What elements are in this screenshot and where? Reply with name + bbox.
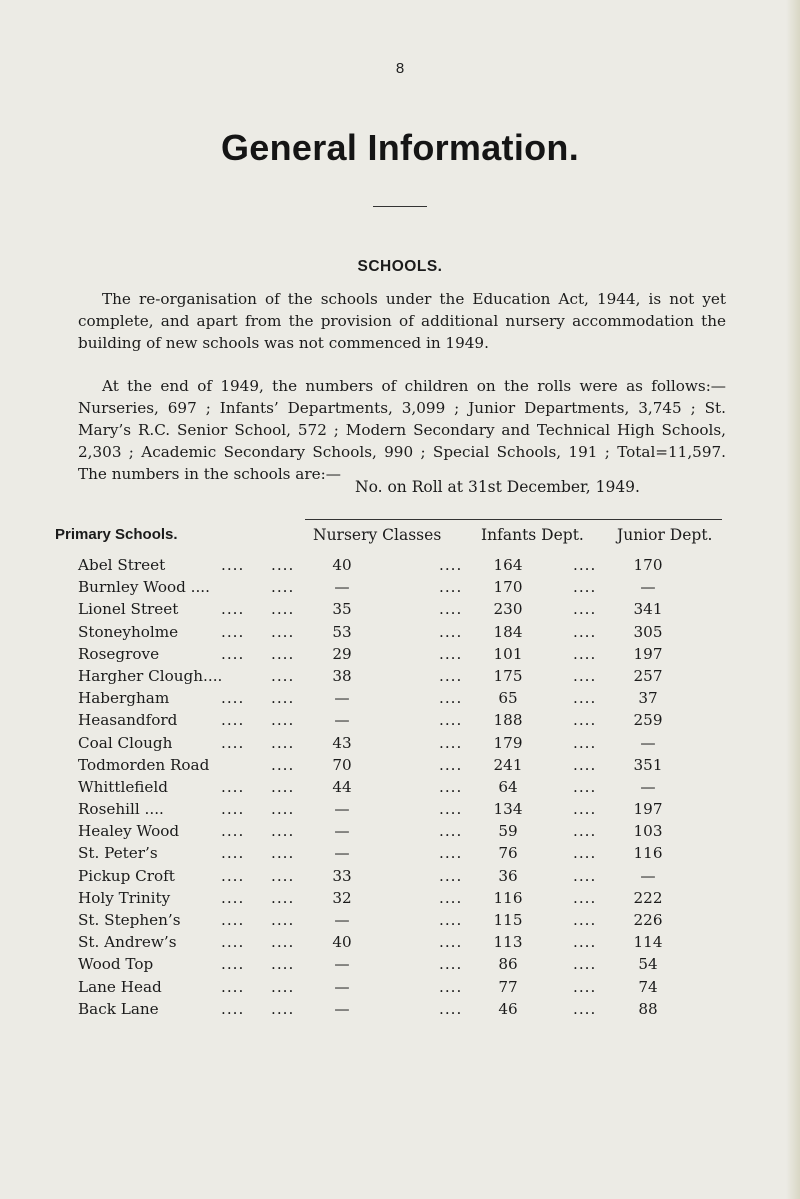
leader-dots: .... [221,711,245,730]
leader-dots: .... [271,755,295,774]
nursery-value: 35 [332,600,352,619]
nursery-value: — [334,911,350,929]
leader-dots: .... [271,600,295,619]
leader-dots: .... [573,644,597,663]
leader-dots: .... [221,844,245,863]
table-row [0,623,800,645]
leader-dots: .... [573,822,597,841]
leader-dots: .... [439,689,463,708]
school-name: Lionel Street [78,600,179,619]
nursery-value: 40 [332,556,352,574]
junior-value: — [640,578,656,597]
school-name: Rosegrove [78,644,160,663]
leader-dots: .... [271,622,295,641]
infants-value: 134 [493,800,523,819]
table-row [0,978,800,1000]
leader-dots: .... [271,689,295,708]
junior-value: — [640,866,656,885]
leader-dots: .... [271,578,295,597]
leader-dots: .... [221,600,245,619]
school-name: St. Andrew’s [78,933,177,952]
leader-dots: .... [439,999,463,1018]
leader-dots: .... [271,866,295,885]
leader-dots: .... [221,977,245,996]
school-name: Todmorden Road [78,755,210,774]
nursery-value: 32 [332,888,352,907]
leader-dots: .... [573,933,597,952]
leader-dots: .... [271,977,295,996]
junior-value: 257 [633,666,663,685]
leader-dots: .... [439,933,463,952]
leader-dots: .... [221,999,245,1018]
leader-dots: .... [439,578,463,597]
leader-dots: .... [573,755,597,774]
table-row [0,689,800,711]
leader-dots: .... [439,888,463,907]
table-row [0,867,800,889]
leader-dots: .... [439,800,463,819]
leader-dots: .... [271,777,295,796]
junior-value: 37 [638,689,658,708]
junior-value: — [640,733,656,752]
table-row [0,756,800,778]
nursery-value: 53 [332,622,352,641]
header-infants-dept: Infants Dept. [481,526,584,544]
leader-dots: .... [573,600,597,619]
leader-dots: .... [439,556,463,574]
junior-value: 341 [633,600,663,619]
leader-dots: .... [439,733,463,752]
school-name: Healey Wood [78,822,180,841]
nursery-value: 44 [332,777,352,796]
leader-dots: .... [271,911,295,929]
table-row [0,933,800,955]
table-row [0,800,800,822]
nursery-value: — [334,844,350,863]
nursery-value: 33 [332,866,352,885]
table-row [0,822,800,844]
school-name: Holy Trinity [78,888,171,907]
rolls-paragraph: At the end of 1949, the numbers of children on the rolls were as follows:— Nurseries, 697 ; Infants’ Departments, 3,099 ; Junior Departments, 3,745 ; St. Mary’s R.C. Senior School, 572 ; Modern Secondary and Technical High Schools, 2,303 ; Academic Secondary Schools, 990 ; Special Schools, 191 ; Total=11,597. The numbers in the schools are:— [78,377,726,483]
junior-value: 170 [633,556,663,574]
leader-dots: .... [573,866,597,885]
leader-dots: .... [573,999,597,1018]
school-name: Lane Head [78,977,162,996]
leader-dots: .... [271,822,295,841]
leader-dots: .... [573,777,597,796]
nursery-value: 40 [332,933,352,952]
leader-dots: .... [221,777,245,796]
leader-dots: .... [271,800,295,819]
leader-dots: .... [221,888,245,907]
table-row [0,844,800,866]
leader-dots: .... [439,866,463,885]
school-name: St. Stephen’s [78,911,181,929]
table-row [0,667,800,689]
junior-value: 74 [638,977,658,996]
leader-dots: .... [271,955,295,974]
infants-value: 115 [493,911,523,929]
junior-value: 116 [633,844,663,863]
table-row [0,1000,800,1022]
leader-dots: .... [221,955,245,974]
leader-dots: .... [439,755,463,774]
leader-dots: .... [439,911,463,929]
school-rolls-table [0,556,800,1022]
school-name: Back Lane [78,999,159,1018]
school-name: Heasandford [78,711,178,730]
junior-value: 197 [633,644,663,663]
school-name: Habergham [78,689,170,708]
infants-value: 179 [493,733,523,752]
nursery-value: — [334,822,350,841]
leader-dots: .... [439,777,463,796]
header-junior-dept: Junior Dept. [617,526,713,544]
leader-dots: .... [573,622,597,641]
junior-value: — [640,777,656,796]
junior-value: 103 [633,822,663,841]
school-name: Abel Street [78,556,166,574]
leader-dots: .... [573,578,597,597]
leader-dots: .... [271,933,295,952]
leader-dots: .... [573,955,597,974]
school-name: Pickup Croft [78,866,175,885]
infants-value: 77 [498,977,518,996]
table-row [0,911,800,933]
table-row [0,955,800,977]
infants-value: 86 [498,955,518,974]
leader-dots: .... [573,800,597,819]
infants-value: 46 [498,999,518,1018]
leader-dots: .... [271,556,295,574]
infants-value: 241 [493,755,523,774]
leader-dots: .... [271,733,295,752]
infants-value: 101 [493,644,523,663]
junior-value: 54 [638,955,658,974]
nursery-value: — [334,955,350,974]
leader-dots: .... [573,689,597,708]
caption-divider [305,519,722,520]
junior-value: 259 [633,711,663,730]
nursery-value: 38 [332,666,352,685]
school-name: Hargher Clough.... [78,666,223,685]
school-name: Coal Clough [78,733,173,752]
infants-value: 65 [498,689,518,708]
junior-value: 114 [633,933,663,952]
nursery-value: — [334,800,350,819]
title-divider [373,206,427,207]
leader-dots: .... [221,800,245,819]
infants-value: 64 [498,777,518,796]
table-row [0,734,800,756]
leader-dots: .... [573,556,597,574]
header-nursery-classes: Nursery Classes [313,526,442,544]
leader-dots: .... [221,866,245,885]
leader-dots: .... [221,689,245,708]
school-name: Burnley Wood .... [78,578,210,597]
leader-dots: .... [573,666,597,685]
leader-dots: .... [573,711,597,730]
leader-dots: .... [439,955,463,974]
table-caption: No. on Roll at 31st December, 1949. [355,478,640,496]
infants-value: 184 [493,622,523,641]
leader-dots: .... [439,822,463,841]
leader-dots: .... [439,644,463,663]
nursery-value: 29 [332,644,352,663]
junior-value: 88 [638,999,658,1018]
school-name: Stoneyholme [78,622,179,641]
junior-value: 351 [633,755,663,774]
header-primary-schools: Primary Schools. [55,526,178,543]
nursery-value: — [334,578,350,597]
infants-value: 36 [498,866,518,885]
nursery-value: 70 [332,755,352,774]
infants-value: 59 [498,822,518,841]
junior-value: 305 [633,622,663,641]
leader-dots: .... [271,711,295,730]
infants-value: 113 [493,933,523,952]
leader-dots: .... [271,666,295,685]
leader-dots: .... [439,844,463,863]
leader-dots: .... [439,711,463,730]
leader-dots: .... [439,977,463,996]
table-row [0,778,800,800]
leader-dots: .... [573,911,597,929]
school-name: St. Peter’s [78,844,158,863]
leader-dots: .... [221,733,245,752]
section-heading: SCHOOLS. [357,258,443,275]
leader-dots: .... [573,888,597,907]
leader-dots: .... [573,844,597,863]
page-title: General Information. [220,127,580,168]
infants-value: 175 [493,666,523,685]
leader-dots: .... [439,600,463,619]
junior-value: 197 [633,800,663,819]
leader-dots: .... [271,844,295,863]
school-name: Whittlefield [78,777,168,796]
leader-dots: .... [221,822,245,841]
leader-dots: .... [439,666,463,685]
leader-dots: .... [271,888,295,907]
leader-dots: .... [271,999,295,1018]
nursery-value: — [334,711,350,730]
infants-value: 116 [493,888,523,907]
page-edge-shadow [786,0,800,1199]
intro-paragraph: The re-organisation of the schools under the Education Act, 1944, is not yet complete, and apart from the provision of additional nursery accommodation the building of new schools was not commenced in 1949. [78,290,726,352]
nursery-value: 43 [332,733,352,752]
table-row [0,578,800,600]
table-row [0,556,800,578]
table-row [0,889,800,911]
leader-dots: .... [271,644,295,663]
nursery-value: — [334,999,350,1018]
infants-value: 164 [493,556,523,574]
leader-dots: .... [221,556,245,574]
school-name: Wood Top [78,955,154,974]
leader-dots: .... [221,622,245,641]
table-row [0,711,800,733]
junior-value: 222 [633,888,663,907]
nursery-value: — [334,689,350,708]
table-row [0,645,800,667]
leader-dots: .... [221,933,245,952]
leader-dots: .... [573,733,597,752]
page-number: 8 [395,60,405,77]
junior-value: 226 [633,911,663,929]
infants-value: 170 [493,578,523,597]
infants-value: 230 [493,600,523,619]
leader-dots: .... [573,977,597,996]
leader-dots: .... [439,622,463,641]
nursery-value: — [334,977,350,996]
infants-value: 188 [493,711,523,730]
leader-dots: .... [221,911,245,929]
infants-value: 76 [498,844,518,863]
leader-dots: .... [221,644,245,663]
table-row [0,600,800,622]
school-name: Rosehill .... [78,800,164,819]
